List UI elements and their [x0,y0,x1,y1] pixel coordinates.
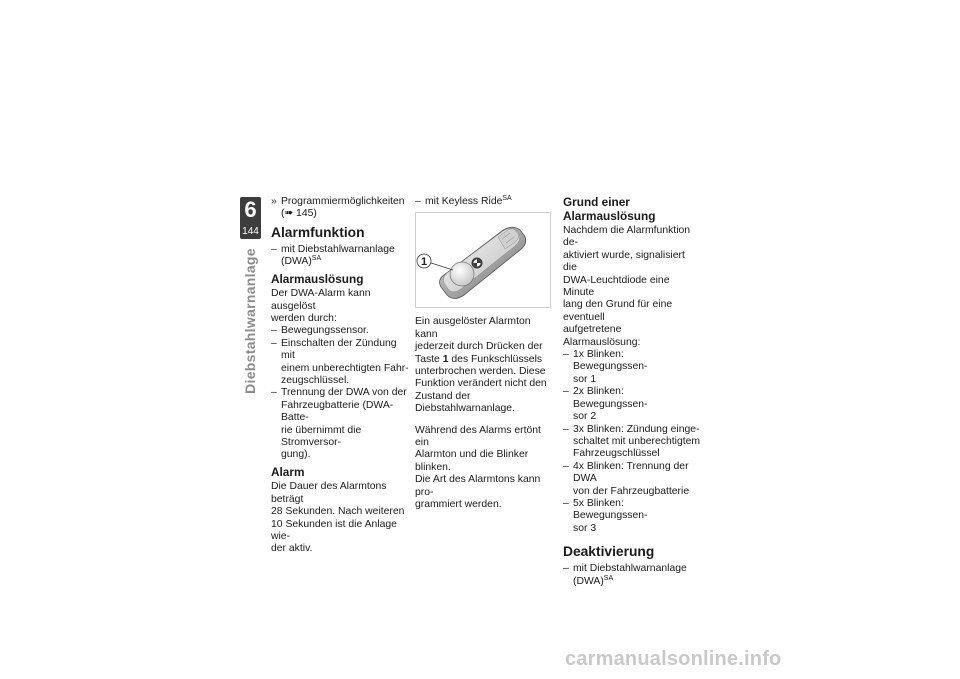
paragraph-line: DWA-Leuchtdiode eine Minute [563,274,670,299]
unlock-button [450,262,474,286]
key-reference: 1 [442,353,449,365]
section-title: Diebstahlwarnanlage [242,248,258,394]
list-item-text: (DWA) [281,256,312,268]
chapter-number: 6 [244,197,257,222]
paragraph-line: Zustand der Diebstahlwarnanlage. [415,390,515,415]
list-item-text: 2x Blinken: Bewegungssen- [573,386,648,410]
list-dash: – [563,386,569,398]
paragraph-line: unterbrochen werden. Diese [415,366,546,378]
list-item [415,196,553,208]
sa-marker: SA [603,574,614,582]
heading-deaktivierung: Deaktivierung [563,544,655,560]
list-item-text: 5x Blinken: Bewegungssen- [573,497,648,522]
bmw-logo-icon [472,258,483,269]
cross-reference[interactable] [271,196,409,221]
paragraph-line: des Funkschlüssels [451,353,543,365]
paragraph [563,225,701,349]
list-item [271,338,409,388]
list-dash: – [563,460,569,472]
list-dash: – [563,349,569,361]
list-item-text: Fahrzeugschlüssel [573,448,660,460]
list-item [563,563,701,588]
heading-alarmausloesung: Alarmauslösung [271,271,364,286]
watermark-text: carmanualsonline.info [565,648,782,670]
list-item-text: rie übernimmt die Stromversor- [281,424,362,448]
paragraph-line: Der DWA-Alarm kann ausgelöst [271,288,371,312]
list-item [271,244,409,269]
list-item [563,498,701,535]
paragraph-line: werden durch: [271,312,337,324]
list-item [563,461,701,498]
list-dash: – [271,337,277,349]
paragraph-line: Taste [415,353,440,365]
list-item-text: mit Diebstahlwarnanlage [281,243,395,255]
column-2 [415,196,553,512]
heading-alarmfunktion: Alarmfunktion [271,224,365,240]
paragraph [271,481,409,555]
list-item-text: einem unberechtigten Fahr- [281,362,409,374]
key-fob-body [440,228,526,299]
paragraph [415,316,553,415]
heading-line: Alarmauslösung [563,208,656,223]
callout-number: 1 [420,256,428,269]
list-item-text: mit Keyless Ride [425,196,503,207]
paragraph-line: 28 Sekunden. Nach weiteren [271,506,405,518]
list-dash: – [415,196,421,207]
list-item-text: gung). [281,449,311,461]
heading-alarm: Alarm [271,464,305,479]
reference-text: Programmiermöglichkeiten [281,196,405,207]
paragraph-line: jederzeit durch Drücken der [415,341,543,353]
page-number: 144 [242,226,259,237]
list-item [271,325,409,337]
reference-mark: » [271,196,277,207]
list-item-text: Trennung der DWA von der [281,387,407,399]
column-3 [563,196,701,588]
callout-leader-line [428,262,453,270]
list-item-text: Fahrzeugbatterie (DWA-Batte- [281,399,394,424]
paragraph-line: 10 Sekunden ist die Anlage wie- [271,518,397,542]
paragraph [415,425,553,512]
paragraph-line: aufgetretene Alarmauslösung: [563,324,641,348]
paragraph [271,288,409,325]
key-fob-illustration [416,213,550,307]
list-dash: – [271,325,277,337]
sa-marker: SA [311,255,322,263]
list-item-text: Bewegungssensor. [281,325,369,337]
list-item [563,424,701,461]
paragraph-line: aktiviert wurde, signalisiert die [563,249,685,274]
list-dash: – [271,387,277,399]
list-item-text: zeugschlüssel. [281,374,350,386]
list-item-text: 3x Blinken: Zündung einge- [573,423,700,435]
paragraph-line: Funktion verändert nicht den [415,378,547,390]
list-item [563,386,701,423]
column-1 [271,196,409,556]
list-item [271,387,409,461]
paragraph-line: lang den Grund für eine eventuell [563,299,673,323]
paragraph-line: Ein ausgelöster Alarmton kann [415,316,531,340]
list-item-text: Einschalten der Zündung mit [281,337,397,362]
list-item-text: 1x Blinken: Bewegungssen- [573,349,648,373]
list-item-text: sor 3 [573,522,597,534]
list-dash: – [563,423,569,435]
list-dash: – [563,497,569,509]
paragraph-line: grammiert werden. [415,499,502,511]
reference-page: (➠ 145) [281,208,317,220]
list-item-text: (DWA) [573,575,604,587]
list-item-text: mit Diebstahlwarnanlage [573,563,687,575]
sa-marker: SA [502,195,512,202]
heading-grund [563,196,701,223]
list-dash: – [271,243,277,255]
paragraph-line: Die Art des Alarmtons kann pro- [415,474,541,498]
paragraph-line: Die Dauer des Alarmtons beträgt [271,481,387,505]
heading-line: Grund einer [563,195,630,209]
list-item-text: schaltet mit unberechtigtem [573,435,701,447]
key-fob-figure [415,212,551,308]
list-item-text: von der Fahrzeugbatterie [573,485,690,497]
list-item-text: sor 1 [573,373,597,385]
paragraph-line: Während des Alarms ertönt ein [415,424,541,449]
list-item-text: 4x Blinken: Trennung der DWA [573,460,689,485]
paragraph-line: Alarmton und die Blinker blinken. [415,449,529,473]
list-item-text: sor 2 [573,411,597,423]
list-item [563,349,701,386]
list-dash: – [563,563,569,575]
paragraph-line: Nachdem die Alarmfunktion de- [563,225,691,249]
paragraph-line: der aktiv. [271,543,313,555]
